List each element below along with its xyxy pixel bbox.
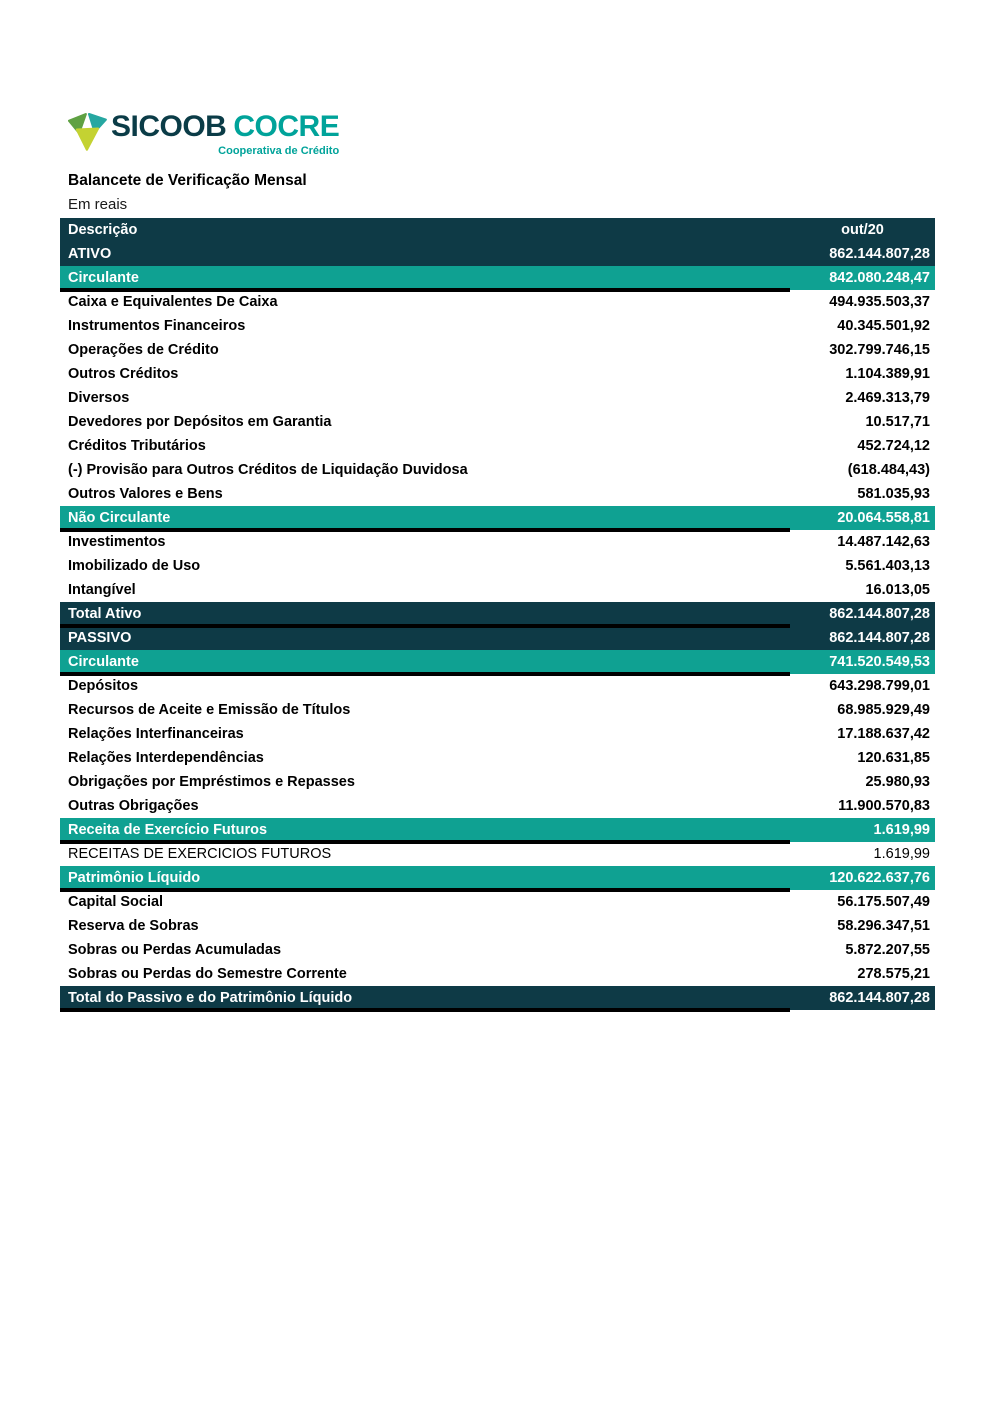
row-value: 20.064.558,81 (837, 510, 930, 526)
row-label: PASSIVO (68, 630, 132, 646)
table-row (60, 794, 935, 818)
table-row (60, 386, 935, 410)
table-row (60, 938, 935, 962)
row-label: Devedores por Depósitos em Garantia (68, 414, 332, 430)
brand-name: SICOOB (111, 110, 227, 143)
table-row (60, 626, 935, 650)
row-value: 842.080.248,47 (829, 270, 930, 286)
row-label: Não Circulante (68, 510, 171, 526)
row-value: out/20 (841, 222, 884, 238)
row-label: Intangível (68, 582, 136, 598)
row-label: Outros Valores e Bens (68, 486, 223, 502)
section-underline (60, 528, 790, 532)
table-row (60, 338, 935, 362)
row-value: 14.487.142,63 (837, 534, 930, 550)
row-value: 1.619,99 (873, 822, 930, 838)
page-subtitle: Em reais (68, 196, 128, 213)
table-row (60, 914, 935, 938)
row-value: 5.561.403,13 (845, 558, 930, 574)
row-label: Reserva de Sobras (68, 918, 199, 934)
row-value: 10.517,71 (865, 414, 930, 430)
row-value: 58.296.347,51 (837, 918, 930, 934)
table-row (60, 434, 935, 458)
section-underline (60, 672, 790, 676)
table-row (60, 410, 935, 434)
row-label: Diversos (68, 390, 130, 406)
table-row (60, 650, 935, 674)
table-row (60, 602, 935, 626)
row-label: Total do Passivo e do Patrimônio Líquido (68, 990, 353, 1006)
row-label: Capital Social (68, 894, 164, 910)
row-label: Operações de Crédito (68, 342, 219, 358)
table-row (60, 866, 935, 890)
row-label: Circulante (68, 270, 139, 286)
section-underline (60, 288, 790, 292)
row-value: 302.799.746,15 (829, 342, 930, 358)
table-row (60, 530, 935, 554)
row-label: Recursos de Aceite e Emissão de Títulos (68, 702, 351, 718)
row-value: 581.035,93 (857, 486, 930, 502)
row-label: Obrigações por Empréstimos e Repasses (68, 774, 355, 790)
section-underline (60, 1008, 790, 1012)
row-value: 40.345.501,92 (837, 318, 930, 334)
row-label: Imobilizado de Uso (68, 558, 201, 574)
row-label: Receita de Exercício Futuros (68, 822, 268, 838)
sicoob-logo-icon (68, 112, 108, 154)
table-row (60, 218, 935, 242)
row-label: Depósitos (68, 678, 139, 694)
row-value: 452.724,12 (857, 438, 930, 454)
table-row (60, 674, 935, 698)
row-value: 25.980,93 (865, 774, 930, 790)
table-row (60, 818, 935, 842)
table-row (60, 722, 935, 746)
row-value: 494.935.503,37 (829, 294, 930, 310)
row-value: 17.188.637,42 (837, 726, 930, 742)
table-row (60, 266, 935, 290)
brand-suffix: COCRE (233, 110, 340, 143)
row-value: 862.144.807,28 (829, 246, 930, 262)
table-row (60, 842, 935, 866)
row-value: 2.469.313,79 (845, 390, 930, 406)
row-label: Descrição (68, 222, 138, 238)
row-label: ATIVO (68, 246, 112, 262)
row-label: (-) Provisão para Outros Créditos de Liquidação Duvidosa (68, 462, 468, 478)
logo (68, 110, 339, 157)
row-value: 278.575,21 (857, 966, 930, 982)
balance-table (60, 218, 935, 1010)
brand-tagline: Cooperativa de Crédito (218, 145, 340, 157)
section-underline (60, 624, 790, 628)
brand-line (111, 110, 339, 144)
row-value: 862.144.807,28 (829, 990, 930, 1006)
row-label: Patrimônio Líquido (68, 870, 201, 886)
table-row (60, 482, 935, 506)
table-row (60, 986, 935, 1010)
row-label: Outras Obrigações (68, 798, 199, 814)
table-row (60, 578, 935, 602)
table-row (60, 890, 935, 914)
row-label: Total Ativo (68, 606, 142, 622)
table-row (60, 698, 935, 722)
row-value: 643.298.799,01 (829, 678, 930, 694)
row-label: Instrumentos Financeiros (68, 318, 246, 334)
row-value: (618.484,43) (847, 462, 930, 478)
table-row (60, 770, 935, 794)
table-row (60, 458, 935, 482)
table-row (60, 554, 935, 578)
row-label: Outros Créditos (68, 366, 179, 382)
table-row (60, 506, 935, 530)
row-label: Circulante (68, 654, 139, 670)
row-value: 862.144.807,28 (829, 630, 930, 646)
row-label: Caixa e Equivalentes De Caixa (68, 294, 278, 310)
row-value: 120.631,85 (857, 750, 930, 766)
row-label: Relações Interdependências (68, 750, 264, 766)
row-label: RECEITAS DE EXERCICIOS FUTUROS (68, 846, 332, 862)
page-title: Balancete de Verificação Mensal (68, 172, 307, 189)
logo-text (111, 110, 339, 157)
table-row (60, 314, 935, 338)
table-row (60, 746, 935, 770)
table-row (60, 242, 935, 266)
row-value: 5.872.207,55 (845, 942, 930, 958)
row-value: 56.175.507,49 (837, 894, 930, 910)
table-row (60, 362, 935, 386)
row-label: Relações Interfinanceiras (68, 726, 244, 742)
section-underline (60, 840, 790, 844)
row-value: 120.622.637,76 (829, 870, 930, 886)
row-label: Sobras ou Perdas do Semestre Corrente (68, 966, 347, 982)
row-label: Créditos Tributários (68, 438, 206, 454)
row-value: 1.619,99 (873, 846, 930, 862)
table-row (60, 290, 935, 314)
row-value: 741.520.549,53 (829, 654, 930, 670)
row-label: Sobras ou Perdas Acumuladas (68, 942, 282, 958)
row-value: 862.144.807,28 (829, 606, 930, 622)
row-value: 11.900.570,83 (838, 798, 930, 814)
row-value: 16.013,05 (865, 582, 930, 598)
row-value: 1.104.389,91 (845, 366, 930, 382)
row-value: 68.985.929,49 (837, 702, 930, 718)
table-row (60, 962, 935, 986)
section-underline (60, 888, 790, 892)
row-label: Investimentos (68, 534, 166, 550)
